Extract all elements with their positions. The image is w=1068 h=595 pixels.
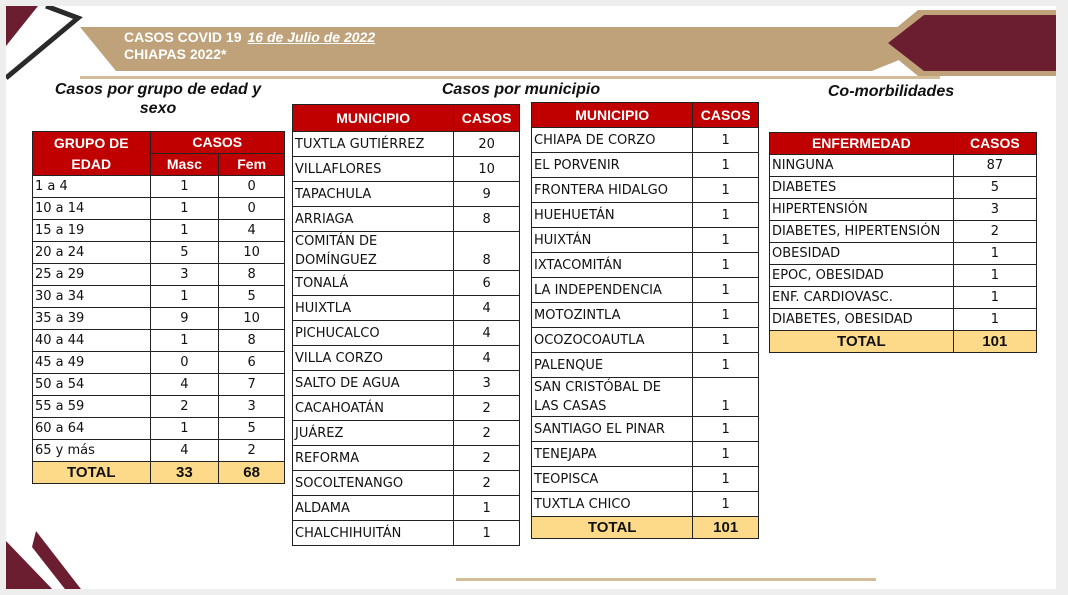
municipio-name: CHALCHIHUITÁN [295,525,402,541]
municipio-name-cell [532,442,693,467]
municipio-name: IXTACOMITÁN [534,257,623,273]
col-masc: Masc [150,154,219,176]
table-row [293,132,520,157]
cases-cell: 1 [693,492,759,517]
header-red-arrow [876,10,1056,76]
cases-cell: 1 [454,496,520,521]
cases-cell: 1 [953,309,1036,331]
cases-cell: 87 [953,155,1036,177]
table-row [532,353,759,378]
col-age-group: GRUPO DE EDAD [33,132,151,176]
cases-cell: 1 [693,467,759,492]
header-title: CASOS COVID 19 [124,29,242,45]
age-group-cell: 65 y más [33,440,151,462]
total-label: TOTAL [33,462,151,484]
cases-cell: 1 [454,521,520,546]
municipio-name: PICHUCALCO [295,325,380,341]
table-row [532,303,759,328]
slide [6,6,1056,589]
cases-cell: 1 [693,353,759,378]
table-row [532,128,759,153]
cases-cell: 1 [953,287,1036,309]
comorb-table [769,132,1037,353]
municipio-name-cell [532,153,693,178]
cases-cell: 1 [953,243,1036,265]
table-row [532,203,759,228]
fem-cell: 6 [219,352,285,374]
table-row [33,220,285,242]
table-row [33,176,285,198]
fem-cell: 3 [219,396,285,418]
comorb-total-row [770,331,1037,353]
table-row [293,321,520,346]
cases-cell: 2 [454,446,520,471]
disease-cell: DIABETES [770,177,954,199]
header-underline [80,76,940,79]
municipio-name: VILLAFLORES [295,161,382,177]
municipio-name: TUXTLA GUTIÉRREZ [295,136,425,152]
fem-cell: 8 [219,264,285,286]
table-row [33,198,285,220]
masc-cell: 1 [150,418,219,440]
age-sex-title: Casos por grupo de edad y sexo [54,81,262,117]
municipio-name-cell [293,396,454,421]
municipio-name: EL PORVENIR [534,157,620,173]
table-row [33,396,285,418]
municipio-name-line2: LAS CASAS [534,399,607,414]
col-cases: CASOS [454,105,520,132]
table-row [532,253,759,278]
municipio-name-cell [293,346,454,371]
table-row [33,352,285,374]
masc-cell: 9 [150,308,219,330]
age-group-cell: 50 a 54 [33,374,151,396]
municipio-name: SANTIAGO EL PINAR [534,421,665,437]
disease-cell: HIPERTENSIÓN [770,199,954,221]
total-label: TOTAL [770,331,954,353]
municipio-name-cell [532,492,693,517]
total-value: 101 [693,517,759,539]
municipio-name: SALTO DE AGUA [295,375,400,391]
fem-cell: 10 [219,242,285,264]
cases-cell: 4 [454,296,520,321]
municipio-name: TONALÁ [295,275,349,291]
cases-cell: 9 [454,182,520,207]
municipio-name-cell [532,278,693,303]
cases-cell: 3 [454,371,520,396]
col-cases: CASOS [150,132,284,154]
cases-cell: 20 [454,132,520,157]
header-title-block [124,29,375,63]
col-cases: CASOS [953,133,1036,155]
municipio-name: CACAHOATÁN [295,400,384,416]
disease-cell: DIABETES, HIPERTENSIÓN [770,221,954,243]
masc-cell: 1 [150,220,219,242]
table-row [770,309,1037,331]
cases-cell: 8 [454,207,520,232]
municipio-name-cell [293,132,454,157]
table-row [293,496,520,521]
table-row [33,374,285,396]
masc-cell: 5 [150,242,219,264]
table-row [770,199,1037,221]
municipio-name: VILLA CORZO [295,350,384,366]
municipio-name-cell [532,253,693,278]
fem-cell: 4 [219,220,285,242]
municipio-name: CHIAPA DE CORZO [534,132,656,148]
table-row [532,378,759,417]
municipio-name: TENEJAPA [534,446,597,462]
cases-cell: 4 [454,321,520,346]
cases-cell: 3 [953,199,1036,221]
municipio-name-cell [293,496,454,521]
cases-cell: 6 [454,271,520,296]
fem-cell: 2 [219,440,285,462]
table-row [770,177,1037,199]
municipio-name-cell [293,321,454,346]
municipio-name: HUIXTÁN [534,232,592,248]
table-row [532,153,759,178]
table-row [33,440,285,462]
table-row [33,418,285,440]
municipio-name-cell [293,157,454,182]
municipio-name-cell [293,471,454,496]
masc-cell: 1 [150,330,219,352]
municipio-name: HUEHUETÁN [534,207,615,223]
municipio-name: SAN CRISTÓBAL DE [534,380,662,395]
footer-line [456,578,876,581]
fem-cell: 5 [219,418,285,440]
age-group-cell: 15 a 19 [33,220,151,242]
table-row [770,221,1037,243]
total-value: 101 [953,331,1036,353]
municipio-name-cell [293,182,454,207]
table-row [293,471,520,496]
municipio-name-cell [532,178,693,203]
table-row [770,155,1037,177]
age-total-row [33,462,285,484]
table-row [532,442,759,467]
table-row [770,265,1037,287]
fem-cell: 7 [219,374,285,396]
municipio-name: MOTOZINTLA [534,307,621,323]
masc-cell: 1 [150,286,219,308]
age-group-cell: 45 a 49 [33,352,151,374]
municipio-name-cell [532,378,693,417]
table-row [770,287,1037,309]
cases-cell: 2 [454,421,520,446]
municipio-name: TUXTLA CHICO [534,496,631,512]
municipio-name-cell [532,328,693,353]
disease-cell: ENF. CARDIOVASC. [770,287,954,309]
cases-cell: 2 [454,396,520,421]
cases-cell: 1 [693,128,759,153]
municipio-name: SOCOLTENANGO [295,475,404,491]
fem-cell: 0 [219,198,285,220]
table-row [33,286,285,308]
total-fem: 68 [219,462,285,484]
disease-cell: EPOC, OBESIDAD [770,265,954,287]
table-row [293,396,520,421]
municipio-name: OCOZOCOAUTLA [534,332,645,348]
corner-decoration-bottom [6,503,84,589]
cases-cell: 1 [693,417,759,442]
age-group-cell: 20 a 24 [33,242,151,264]
municipio-name: JUÁREZ [295,425,344,441]
masc-cell: 4 [150,374,219,396]
col-disease: ENFERMEDAD [770,133,954,155]
cases-cell: 10 [454,157,520,182]
table-row [532,492,759,517]
municipio-name-cell [293,371,454,396]
municipio-name: TAPACHULA [295,186,372,202]
age-group-cell: 35 a 39 [33,308,151,330]
comorb-title: Co-morbilidades [827,83,955,100]
col-fem: Fem [219,154,285,176]
masc-cell: 3 [150,264,219,286]
table-row [33,308,285,330]
municipio-name: LA INDEPENDENCIA [534,282,662,298]
municipio-name-cell [532,353,693,378]
age-group-cell: 10 a 14 [33,198,151,220]
table-row [532,228,759,253]
municipio-name: REFORMA [295,450,360,466]
fem-cell: 8 [219,330,285,352]
table-row [293,346,520,371]
table-row [293,232,520,271]
cases-cell: 1 [693,442,759,467]
municipio-name-cell [293,421,454,446]
municipio-name: COMITÁN DE [295,234,378,249]
municipio-name-cell [532,203,693,228]
cases-cell: 8 [454,232,520,271]
cases-cell: 1 [693,328,759,353]
municipio-name-cell [293,207,454,232]
table-row [33,330,285,352]
table-row [293,446,520,471]
age-group-cell: 1 a 4 [33,176,151,198]
masc-cell: 0 [150,352,219,374]
col-cases: CASOS [693,103,759,128]
masc-cell: 1 [150,198,219,220]
table-row [770,243,1037,265]
municipio-total-row [532,517,759,539]
municipio-name: PALENQUE [534,357,604,373]
cases-cell: 1 [693,253,759,278]
municipio-name: ALDAMA [295,500,350,516]
table-row [293,371,520,396]
cases-cell: 1 [693,278,759,303]
table-row [293,421,520,446]
municipio-name-line2: DOMÍNGUEZ [295,253,377,268]
masc-cell: 1 [150,176,219,198]
cases-cell: 1 [693,228,759,253]
cases-cell: 1 [693,153,759,178]
age-sex-table [32,131,285,484]
age-group-cell: 40 a 44 [33,330,151,352]
municipio-name-cell [293,521,454,546]
fem-cell: 0 [219,176,285,198]
header-subtitle: CHIAPAS 2022* [124,46,227,62]
cases-cell: 1 [953,265,1036,287]
municipio-name: FRONTERA HIDALGO [534,182,668,198]
masc-cell: 4 [150,440,219,462]
municipio-name: TEOPISCA [534,471,599,487]
table-row [532,417,759,442]
municipio-title: Casos por municipio [441,81,601,98]
total-label: TOTAL [532,517,693,539]
age-group-cell: 25 a 29 [33,264,151,286]
municipio-name: HUIXTLA [295,300,352,316]
municipio-name-cell [293,232,454,271]
table-row [532,278,759,303]
municipio-name-cell [532,128,693,153]
municipio-name-cell [293,296,454,321]
cases-cell: 2 [953,221,1036,243]
cases-cell: 1 [693,178,759,203]
table-row [293,521,520,546]
fem-cell: 10 [219,308,285,330]
col-municipio: MUNICIPIO [293,105,454,132]
municipio-table-right [531,102,759,539]
cases-cell: 1 [693,303,759,328]
header-date: 16 de Julio de 2022 [247,29,376,45]
total-masc: 33 [150,462,219,484]
cases-cell: 5 [953,177,1036,199]
disease-cell: OBESIDAD [770,243,954,265]
age-group-cell: 55 a 59 [33,396,151,418]
table-row [532,328,759,353]
col-municipio: MUNICIPIO [532,103,693,128]
table-row [33,264,285,286]
age-group-cell: 60 a 64 [33,418,151,440]
table-row [532,178,759,203]
fem-cell: 5 [219,286,285,308]
cases-cell: 1 [693,378,759,417]
masc-cell: 2 [150,396,219,418]
corner-decoration [6,6,86,81]
municipio-name: ARRIAGA [295,211,354,227]
municipio-name-cell [293,271,454,296]
age-group-cell: 30 a 34 [33,286,151,308]
disease-cell: NINGUNA [770,155,954,177]
municipio-name-cell [293,446,454,471]
municipio-name-cell [532,417,693,442]
table-row [293,271,520,296]
municipio-table-left [292,104,520,546]
table-row [293,296,520,321]
cases-cell: 4 [454,346,520,371]
table-row [33,242,285,264]
municipio-name-cell [532,303,693,328]
disease-cell: DIABETES, OBESIDAD [770,309,954,331]
cases-cell: 1 [693,203,759,228]
table-row [293,182,520,207]
municipio-name-cell [532,467,693,492]
table-row [293,157,520,182]
table-row [293,207,520,232]
cases-cell: 2 [454,471,520,496]
municipio-name-cell [532,228,693,253]
table-row [532,467,759,492]
